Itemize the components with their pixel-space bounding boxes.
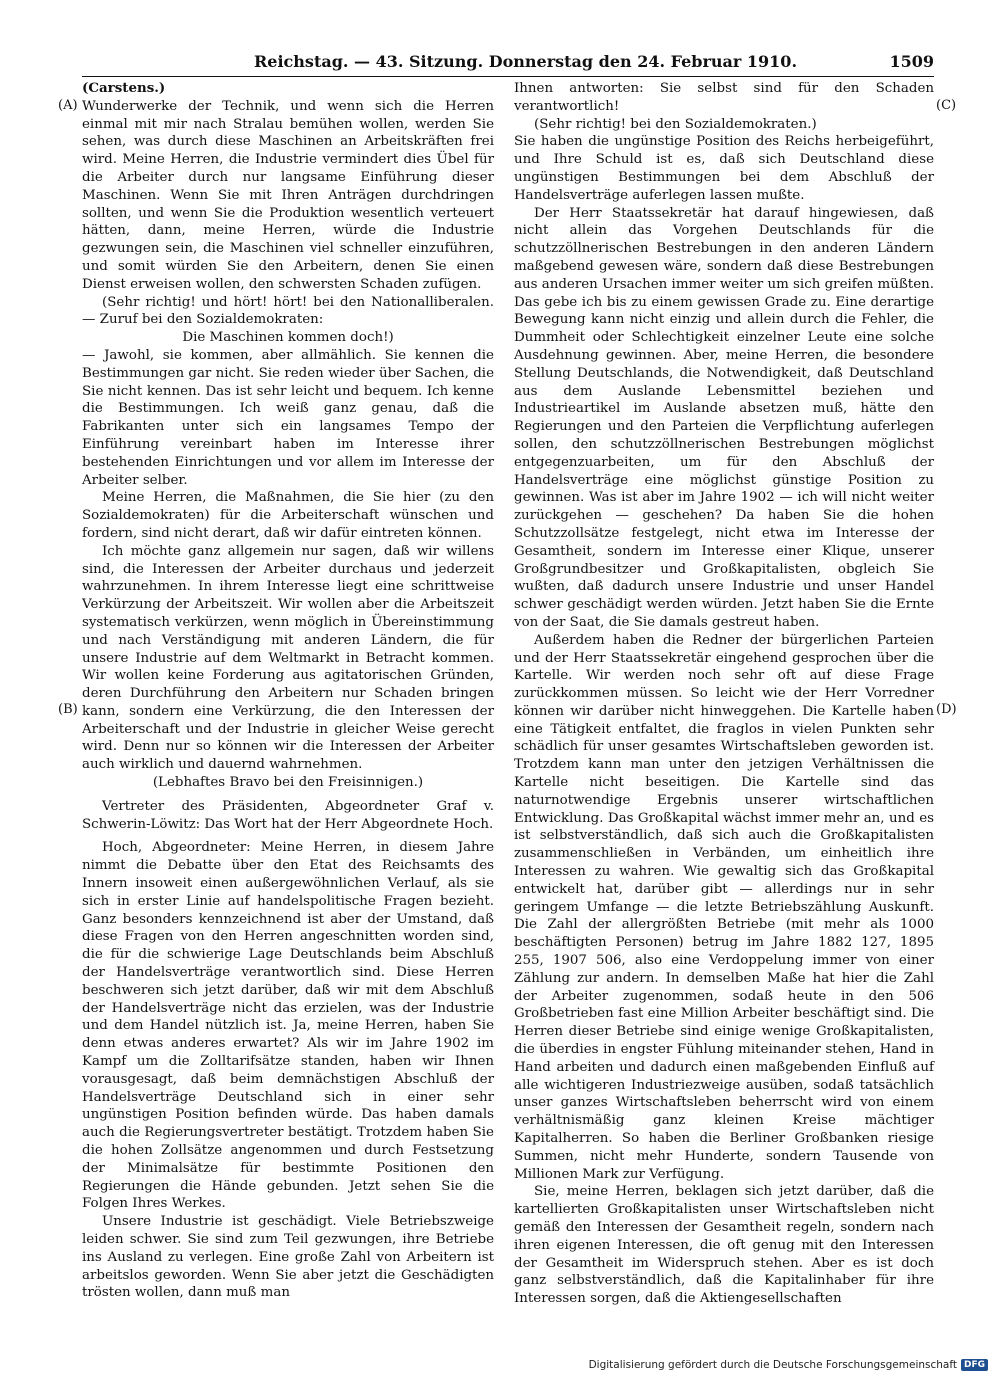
paragraph: Ihnen antworten: Sie selbst sind für den Schaden verantwortlich! [514,81,934,114]
speaker-label: (Carstens.) [82,80,166,96]
paragraph: Unsere Industrie ist geschädigt. Viele Betriebszweige leiden schwer. Sie sind zum Teil gezwungen, ihre Betriebe ins Ausland zu verlegen. Eine große Zahl von Arbeitern ist arbeitslos geworden. Wenn Sie aber jetzt die Geschädigten trösten wollen, dann muß man [82,1214,494,1301]
interjection: (Sehr richtig! und hört! hört! bei den Nationalliberalen. — Zuruf bei den Sozialdemokraten: [82,294,494,328]
footer-text: Digitalisierung gefördert durch die Deutsche Forschungsgemeinschaft [588,1359,957,1371]
paragraph: Ich möchte ganz allgemein nur sagen, daß wir willens sind, die Interessen der Arbeiter durchaus und jederzeit wahrzunehmen. In ihrem Interesse liegt eine schrittweise Verkürzung der Arbeitszeit. Wir wollen aber die Arbeitszeit systematisch verkürzen, wenn möglich in Übereinstimmung und nach Verständigung mit anderen Ländern, die für unsere Industrie auf dem Weltmarkt in Betracht kommen. Wir wollen keine Forderung aus agitatorischen Gründen, deren Durchführung den Arbeitern nur Schaden bringen kann, sondern eine Verkürzung, die den Interessen der Arbeiterschaft und der Industrie in gleicher Weise gerecht wird. Denn nur so können wir die Interessen der Arbeiter auch wirklich und dauernd wahrnehmen. [82,543,494,773]
interjection: (Lebhaftes Bravo bei den Freisinnigen.) [152,775,424,791]
dfg-logo: DFG [961,1359,988,1371]
interjection: Die Maschinen kommen doch!) [182,330,394,346]
footer [589,1359,988,1371]
page-number: 1509 [889,52,934,71]
paragraph: Vertreter des Präsidenten, Abgeordneter Graf v. Schwerin-Löwitz: Das Wort hat der Herr Abgeordnete Hoch. [82,798,494,832]
interjection: (Sehr richtig! bei den Sozialdemokraten.) [534,116,817,132]
paragraph: Meine Herren, die Maßnahmen, die Sie hier (zu den Sozialdemokraten) für die Arbeiterschaft wünschen und fordern, sind nicht derart, daß wir dafür eintreten können. [82,490,494,541]
paragraph: Außerdem haben die Redner der bürgerlichen Parteien und der Herr Staatssekretär eingehend gesprochen über die Kartelle. Wir werden noch sehr oft auf diese Frage zurückkommen müssen. So leicht wie der Herr Vorredner können wir darüber nicht hinweggehen. Die Kartelle haben eine Tätigkeit entfaltet, die fraglos in vielen Punkten sehr schädlich für unser gesamtes Wirtschaftsleben geworden ist. Trotzdem kann man unter den jetzigen Verhältnissen die Kartelle nicht beseitigen. Die Kartelle sind das naturnotwendige Ergebnis unserer wirtschaftlichen Entwicklung. Das Großkapital wächst immer mehr an, und es ist selbstverständlich, daß sich auch die Großkapitalisten zusammenschließen in Verbänden, um einheitlich ihre Interessen zu wahren. Wie gewaltig sich das Großkapital entwickelt hat, darüber gibt — allerdings nur in sehr geringem Umfange — die letzte Betriebszählung Auskunft. Die Zahl der allergrößten Betriebe (mit mehr als 1000 beschäftigten Personen) betrug im Jahre 1882 127, 1895 255, 1907 506, also eine Verdoppelung immer von einer Zählung zur andern. In demselben Maße hat hier die Zahl der Arbeiter zugenommen, sodaß heute in den 506 Großbetrieben fast eine Million Arbeiter beschäftigt sind. Die Herren dieser Betriebe sind einige wenige Großkapitalisten, die überdies in engster Fühlung miteinander stehen, Hand in Hand arbeiten und dadurch einen maßgebenden Einfluß auf alle wichtigeren Industriezweige ausüben, sodaß tatsächlich unser ganzes Wirtschaftsleben beherrscht wird von einem verhältnismäßig ganz kleinen Kreise mächtiger Kapitalherren. So haben die Berliner Großbanken riesige Summen, nicht mehr Hunderte, sondern Tausende von Millionen Mark zur Verfügung. [514,632,934,1182]
page-header [82,50,934,77]
paragraph: Sie haben die ungünstige Position des Reichs herbeigeführt, und Ihre Schuld ist es, daß sich Deutschland diese ungünstigen Bestimmungen bei dem Abschluß der Handelsverträge auferlegen lassen mußte. [514,134,934,203]
margin-letter-d: (D) [936,702,957,717]
paragraph: Sie, meine Herren, beklagen sich jetzt darüber, daß die kartellierten Großkapitalisten unser Wirtschaftsleben nicht gemäß den Interessen der Gesamtheit regeln, sondern nach ihren eigenen Interessen, die oft genug mit den Interessen der Gesamtheit im Widerspruch stehen. Aber es ist doch ganz selbstverständlich, daß die Kapitalinhaber für ihre Interessen sorgen, daß die Aktiengesellschaften [514,1184,934,1307]
paragraph: Hoch, Abgeordneter: Meine Herren, in diesem Jahre nimmt die Debatte über den Etat des Reichsamts des Innern insoweit einen außergewöhnlichen Verlauf, als sie sich in erster Linie auf handelspolitische Fragen bezieht. Ganz besonders kennzeichnend ist aber der Umstand, daß diese Fragen von den Herren angeschnitten worden sind, die für die schwierige Lage Deutschlands beim Abschluß der Handelsverträge verantwortlich sind. Diese Herren beschweren sich jetzt darüber, daß wir mit dem Abschluß der Handelsverträge nicht das erzielen, was der Industrie und dem Handel nützlich ist. Ja, meine Herren, haben Sie denn etwas anderes erwartet? Als wir im Jahre 1902 im Kampf um die Zolltarifsätze standen, haben wir Ihnen vorausgesagt, daß beim demnächstigen Abschluß der Handelsverträge Deutschland sich in einer sehr ungünstigen Position befinden würde. Das haben damals auch die Regierungsvertreter bestätigt. Trotzdem haben Sie die hohen Zollsätze angenommen und durch Festsetzung der Minimalsätze für bestimmte Positionen den Regierungen die Hände gebunden. Jetzt sehen Sie die Folgen Ihres Werkes. [82,840,494,1212]
left-column [82,80,494,1302]
margin-letter-c: (C) [936,98,957,113]
paragraph: Wunderwerke der Technik, und wenn sich die Herren einmal mit mir nach Stralau bemühen wollen, werden Sie sehen, was durch diese Maschinen an Arbeitskräften frei wird. Meine Herren, die Industrie vermindert dies Übel für die Arbeiter durch nur langsame Einführung dieser Maschinen. Wenn Sie mit Ihren Anträgen durchdringen sollten, und wenn Sie die Produktion wesentlich verteuert hätten, dann, meine Herren, würde die Industrie gezwungen sein, die Maschinen viel schneller einzuführen, und somit würden Sie den Arbeitern, denen Sie einen Dienst erweisen wollen, den schwersten Schaden zufügen. [82,98,494,292]
margin-letter-a: (A) [58,98,78,113]
paragraph: Der Herr Staatssekretär hat darauf hingewiesen, daß nicht allein das Vorgehen Deutschlands für die schutzzöllnerischen Bestrebungen in den anderen Ländern maßgebend gewesen wäre, sondern daß diese Bestrebungen aus anderen Ursachen immer weiter um sich greifen müßten. Das gebe ich bis zu einem gewissen Grade zu. Eine derartige Bewegung kann nicht einzig und allein durch die Fehler, die Dummheit oder Schlechtigkeit einzelner Leute eine solche Ausdehnung gewinnen. Aber, meine Herren, die besondere Stellung Deutschlands, die Notwendigkeit, daß Deutschland aus dem Auslande Lebensmittel beziehen und Industrieartikel im Auslande absetzen muß, hätte den Regierungen und den Parteien die Verpflichtung auferlegen sollen, den schutzzöllnerischen Bestrebungen möglichst entgegenzuarbeiten, um für den Abschluß der Handelsverträge eine möglichst günstige Position zu gewinnen. Was ist aber im Jahre 1902 — ich will nicht weiter zurückgehen — geschehen? Da haben Sie die hohen Schutzzollsätze festgelegt, nicht etwa im Interesse der Gesamtheit, sondern im Interesse einer Klique, unserer Großgrundbesitzer und Großkapitalisten, obgleich Sie wußten, daß dadurch unsere Industrie und unser Handel schwer geschädigt werden würden. Jetzt haben Sie die Ernte von der Saat, die Sie damals gestreut haben. [514,205,934,630]
margin-letter-b: (B) [58,702,78,717]
header-title: Reichstag. — 43. Sitzung. Donnerstag den 24. Februar 1910. [254,52,798,71]
right-column [514,80,934,1308]
paragraph: — Jawohl, sie kommen, aber allmählich. Sie kennen die Bestimmungen gar nicht. Sie reden wieder über Sachen, die Sie nicht kennen. Das ist sehr leicht und bequem. Ich kenne die Bestimmungen. Ich weiß ganz genau, daß die Fabrikanten unter sich ein langsames Tempo der Einführung vereinbart haben im Interesse ihrer bestehenden Einrichtungen und vor allem im Interesse der Arbeiter selber. [82,347,494,488]
